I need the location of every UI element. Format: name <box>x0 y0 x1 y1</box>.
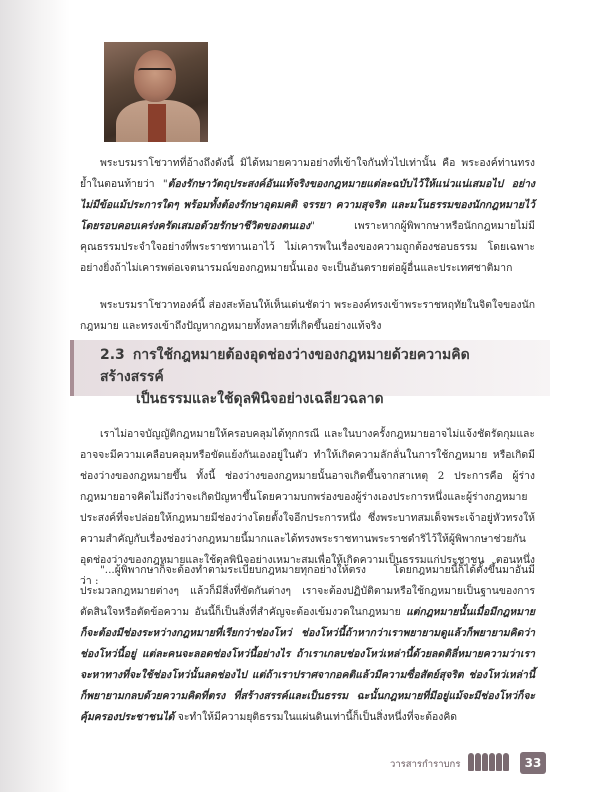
section-heading-line-2: เป็นธรรมและใช้ดุลพินิจอย่างเฉลียวฉลาด <box>136 391 384 407</box>
portrait-glasses <box>138 68 172 78</box>
people-logo-icon <box>468 752 520 776</box>
paragraph-1-lead: พระบรมราโชวาทที่อ้างถึงดังนี้ มิได้หมายความอย่างที่เข้าใจกันทั่วไปเท่านั้น คือ พระองค์ท่านทรงย้ำในตอนท้ายว่า " <box>80 157 535 190</box>
journal-name: วารสารกำราบกร <box>390 759 461 770</box>
paragraph-4-emphasis: แต่กฎหมายนั้นเมื่อมีกฎหมายก็จะต้องมีช่องระหว่างกฎหมายที่เรียกว่าช่องโหว่ ช่องโหว่นี้ถ้าหากว่าเราพยายามดูแล้วก็พยายามคิดว่าช่องโหว่นี้อยู่ แต่ละคนจะลอดช่องโหว่นี้อย่างไร ถ้าเราเกลบช่องโหว่เหล่านี้ด้วยลดติลี่หมายความว่าเราจะหาทางที่จะใช้ช่องโหว่นั้นลดช่องไป แต่ถ้าเราปราศจากอคติแล้วมีความซื่อสัตย์สุจริต ช่องโหว่เหล่านี้ก็พยายามกลบด้วยความคิดที่ตรง ที่สร้างสรรค์และเป็นธรรม ฉะนั้นกฎหมายที่มีอยู่แม้จะมีช่องโหว่ก็จะคุ้มครองประชาชนได้ <box>80 606 535 723</box>
page-footer <box>340 752 550 776</box>
paragraph-1-tail: " เพราะหากผู้พิพากษาหรือนักกฎหมายไม่มีคุณธรรมประจำใจอย่างที่พระราชทานเอาไว้ ไม่เคารพในเรื่องของความถูกต้องชอบธรรม โดยเฉพาะอย่างยิ่งถ้าไม่เคารพต่อเจตนารมณ์ของกฎหมายนั้นเอง จะเป็นอันตรายต่อผู้อื่นและประเทศชาติมาก <box>80 220 535 274</box>
paragraph-3: เราไม่อาจบัญญัติกฎหมายให้ครอบคลุมได้ทุกกรณี และในบางครั้งกฎหมายอาจไม่แจ้งชัดรัดกุมและอาจจะมีความเคลือบคลุมหรือขัดแย้งกันเองอยู่ในตัว ทำให้เกิดความลักลั่นในการใช้กฎหมาย หรือเกิดมีช่องว่างของกฎหมายขึ้น ทั้งนี้ ช่องว่างของกฎหมายนั้นอาจเกิดขึ้นจากสาเหตุ 2 ประการคือ ผู้ร่างกฎหมายอาจคิดไม่ถึงว่าจะเกิดปัญหาขึ้นโดยความบกพร่องของผู้ร่างเองประการหนึ่งและผู้ร่างกฎหมายประสงค์ที่จะปล่อยให้กฎหมายมีช่องว่างโดยตั้งใจอีกประการหนึ่ง ซึ่งพระบาทสมเด็จพระเจ้าอยู่หัวทรงให้ความสำคัญกับเรื่องช่องว่างกฎหมายนี้มากและได้ทรงพระราชทานพระราชดำริไว้ให้ผู้พิพากษาช่วยกันอุดช่องว่างของกฎหมายและใช้ดุลพินิจอย่างเหมาะสมเพื่อให้เกิดความเป็นธรรมแก่ประชาชน ตอนหนึ่งว่า : <box>80 428 535 587</box>
paragraph-2: พระบรมราโชวาทองค์นี้ ส่องสะท้อนให้เห็นเด่นชัดว่า พระองค์ทรงเข้าพระราชหฤทัยในจิตใจของนักกฎหมาย และทรงเข้าถึงปัญหากฎหมายทั้งหลายที่เกิดขึ้นอย่างแท้จริง <box>80 299 535 332</box>
section-heading-line-1: การใช้กฎหมายต้องอุดช่องว่างของกฎหมายด้วยความคิดสร้างสรรค์ <box>100 347 470 385</box>
paragraph-1 <box>80 153 535 279</box>
portrait-photo <box>104 42 208 142</box>
paragraph-4-tail: จะทำให้มีความยุติธรรมในแผ่นดินเท่านี้ก็เป็นสิ่งหนึ่งที่จะต้องคิด <box>174 711 458 723</box>
section-heading <box>100 344 530 410</box>
section-number: 2.3 <box>100 347 125 363</box>
binding-shadow <box>0 0 70 792</box>
paragraph-1-emphasis: ต้องรักษาวัตถุประสงค์อันแท้จริงของกฎหมายแต่ละฉบับไว้ให้แน่วแน่เสมอไป อย่างไม่มีข้อแม้ประการใดๆ พร้อมทั้งต้องรักษาอุดมคติ จรรยา ความสุจริต และมโนธรรมของนักกฎหมายไว้โดยรอบคอบเคร่งครัดเสมอด้วยรักษาชีวิตของตนเอง <box>80 178 536 232</box>
paragraph-4-lead: "...ผู้พิพากษาก็จะต้องทำตามระเบียบกฎหมายทุกอย่างให้ตรง โดยกฎหมายนี้ก็ได้ตั้งขึ้นมาอันมีประมวลกฎหมายต่างๆ แล้วก็มีสิ่งที่ขัดกันต่างๆ เราจะต้องปฏิบัติตามหรือใช้กฎหมายเป็นฐานของการตัดสินใจหรือตัดข้อความ อันนี้ก็เป็นสิ่งที่สำคัญจะต้องเข้มงวดในกฎหมาย <box>80 564 535 618</box>
page-number: 33 <box>520 752 546 774</box>
heading-accent-bar <box>70 340 74 396</box>
portrait-shirt <box>148 104 166 142</box>
paragraph-4-quote <box>80 560 535 728</box>
